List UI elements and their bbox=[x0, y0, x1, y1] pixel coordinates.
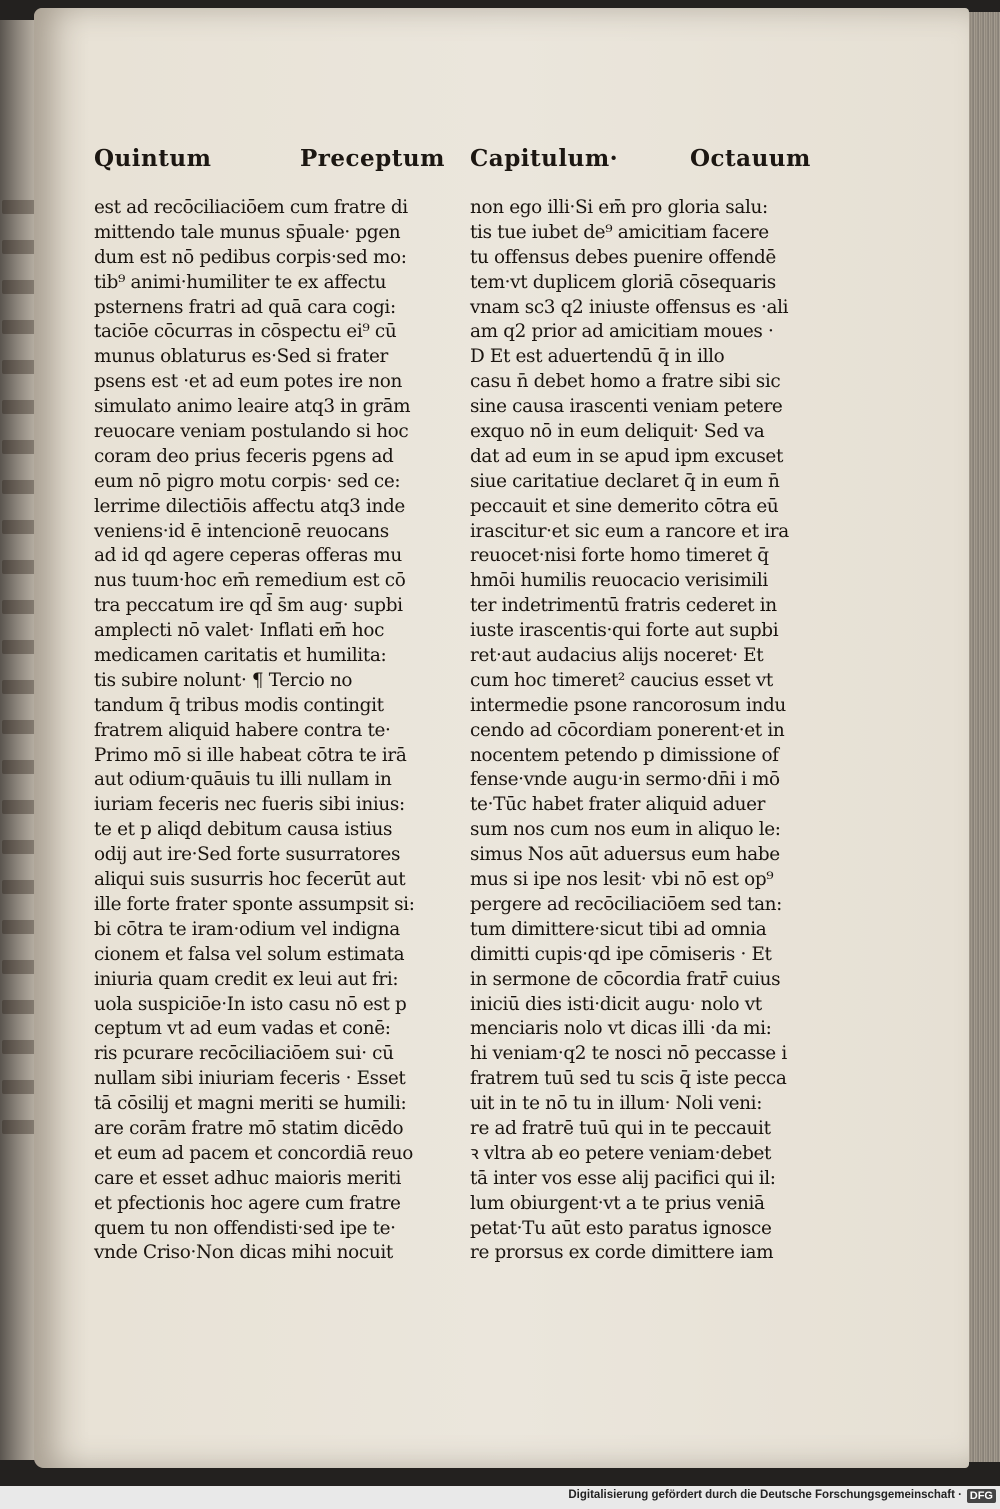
running-head-right-2: Octauum bbox=[690, 145, 811, 172]
text-line: eum nō pigro motu corpis· sed ce: bbox=[94, 470, 401, 492]
text-line: dimitti cupis·qd ipe cōmiseris · Et bbox=[470, 943, 772, 965]
text-column-right bbox=[470, 196, 789, 1266]
text-line: ceptum vt ad eum vadas et conē: bbox=[94, 1018, 391, 1040]
text-line: et pfectionis hoc agere cum fratre bbox=[94, 1192, 401, 1214]
text-line: iniciū dies isti·dicit augu· nolo vt bbox=[470, 993, 762, 1015]
text-line: lerrime dilectiōis affectu atq3 inde bbox=[94, 495, 405, 517]
running-head-left-1: Quintum bbox=[94, 145, 212, 172]
text-line: et eum ad pacem et concordiā reuo bbox=[94, 1142, 413, 1164]
text-line: iuriam feceris nec fueris sibi inius: bbox=[94, 794, 405, 816]
text-line: menciaris nolo vt dicas illi ·da mi: bbox=[470, 1018, 772, 1040]
text-line: fratrem aliquid habere contra te· bbox=[94, 719, 391, 741]
text-line: aliqui suis susurris hoc fecerūt aut bbox=[94, 869, 406, 891]
text-line: reuocet·nisi forte homo timeret q̄ bbox=[470, 545, 769, 567]
text-line: est ad recōciliaciōem cum fratre di bbox=[94, 197, 408, 218]
text-line: taciōe cōcurras in cōspectu ei⁹ cū bbox=[94, 321, 397, 343]
text-line: am q2 prior ad amicitiam moues · bbox=[470, 321, 774, 343]
text-line: tum dimittere·sicut tibi ad omnia bbox=[470, 918, 767, 940]
text-line: irascitur·et sic eum a rancore et ira bbox=[470, 520, 789, 542]
text-line: exquo nō in eum deliquit· Sed va bbox=[470, 421, 765, 443]
text-line: nocentem petendo p dimissione of bbox=[470, 744, 779, 766]
text-line: ille forte frater sponte assumpsit si: bbox=[94, 893, 415, 915]
text-line: psternens fratri ad quā cara cogi: bbox=[94, 296, 396, 318]
text-line: tandum q̄ tribus modis contingit bbox=[94, 694, 384, 716]
text-line: cendo ad cōcordiam ponerent·et in bbox=[470, 719, 785, 741]
dfg-logo: DFG bbox=[967, 1489, 996, 1503]
text-line: pergere ad recōciliaciōem sed tan: bbox=[470, 893, 783, 915]
text-line: simus Nos aūt aduersus eum habe bbox=[470, 844, 780, 866]
text-line: hi veniam·q2 te nosci nō peccasse i bbox=[470, 1043, 787, 1065]
text-line: lum obiurgent·vt a te prius veniā bbox=[470, 1192, 765, 1214]
text-line: re ad fratrē tuū qui in te peccauit bbox=[470, 1117, 771, 1139]
text-line: te·Tūc habet frater aliquid aduer bbox=[470, 794, 766, 816]
text-line: bi cōtra te iram·odium vel indigna bbox=[94, 918, 400, 940]
text-line: ret·aut audacius alijs noceret· Et bbox=[470, 645, 764, 667]
text-line: iniuria quam credit ex leui aut fri: bbox=[94, 968, 399, 990]
text-line: petat·Tu aūt esto paratus ignosce bbox=[470, 1217, 772, 1239]
text-line: fratrem tuū sed tu scis q̄ iste pecca bbox=[470, 1068, 787, 1090]
text-line: vnam sc3 q2 iniuste offensus es ·ali bbox=[470, 296, 789, 318]
running-head-right-1: Capitulum· bbox=[470, 145, 619, 172]
text-line: mittendo tale munus sp̄uale· pgen bbox=[94, 221, 401, 243]
text-line: medicamen caritatis et humilita: bbox=[94, 645, 387, 667]
text-line: sine causa irascenti veniam petere bbox=[470, 396, 783, 418]
text-line: siue caritatiue declaret q̄ in eum n̄ bbox=[470, 470, 780, 492]
text-line: casu n̄ debet homo a fratre sibi sic bbox=[470, 371, 781, 393]
running-head-left-2: Preceptum bbox=[300, 145, 445, 172]
text-line: fense·vnde augu·in sermo·dn̄i i mō bbox=[470, 769, 780, 791]
text-line: tra peccatum ire qd̄ s̄m aug· supbi bbox=[94, 595, 403, 617]
text-line: uit in te nō tu in illum· Noli veni: bbox=[470, 1093, 763, 1115]
text-line: psens est ·et ad eum potes ire non bbox=[94, 371, 403, 393]
text-line: Primo mō si ille habeat cōtra te irā bbox=[94, 744, 407, 766]
text-line: peccauit et sine demerito cōtra eū bbox=[470, 495, 779, 517]
text-line: tu offensus debes puenire offendē bbox=[470, 246, 776, 268]
text-line: dat ad eum in se apud ipm excuset bbox=[470, 445, 784, 467]
text-line: re prorsus ex corde dimittere iam bbox=[470, 1242, 774, 1264]
text-line: te et p aliqd debitum causa istius bbox=[94, 819, 393, 841]
text-line: nus tuum·hoc em̄ remedium est cō bbox=[94, 570, 406, 592]
text-line: simulato animo leaire atq3 in grām bbox=[94, 396, 411, 418]
text-line: tā inter vos esse alij pacifici qui il: bbox=[470, 1167, 776, 1189]
text-line: amplecti nō valet· Inflati em̄ hoc bbox=[94, 620, 385, 642]
text-line: ad id qd agere ceperas offeras mu bbox=[94, 545, 402, 567]
text-line: coram deo prius feceris pgens ad bbox=[94, 445, 394, 467]
funding-credit: Digitalisierung gefördert durch die Deutsche Forschungsgemeinschaft · bbox=[568, 1489, 962, 1501]
text-line: non ego illi·Si em̄ pro gloria salu: bbox=[470, 197, 768, 218]
text-line: hmōi humilis reuocacio verisimili bbox=[470, 570, 768, 592]
text-line: nullam sibi iniuriam feceris · Esset bbox=[94, 1068, 406, 1090]
text-line: iuste irascentis·qui forte aut supbi bbox=[470, 620, 779, 642]
text-line: cionem et falsa vel solum estimata bbox=[94, 943, 405, 965]
text-line: aut odium·quāuis tu illi nullam in bbox=[94, 769, 392, 791]
text-line: mus si ipe nos lesit· vbi nō est op⁹ bbox=[470, 869, 774, 891]
text-line: veniens·id ē intencionē reuocans bbox=[94, 520, 389, 542]
text-line: vnde Criso·Non dicas mihi nocuit bbox=[94, 1242, 393, 1264]
text-line: tem·vt duplicem gloriā cōsequaris bbox=[470, 271, 776, 293]
text-column-left bbox=[94, 196, 415, 1266]
text-line: ter indetrimentū fratris cederet in bbox=[470, 595, 777, 617]
text-line: are corām fratre mō statim dicēdo bbox=[94, 1117, 404, 1139]
text-line: cum hoc timeret² caucius esset vt bbox=[470, 669, 773, 691]
text-line: odij aut ire·Sed forte susurratores bbox=[94, 844, 401, 866]
text-line: munus oblaturus es·Sed si frater bbox=[94, 346, 388, 368]
text-line: dum est nō pedibus corpis·sed mo: bbox=[94, 246, 407, 268]
text-line: ris pcurare recōciliaciōem sui· cū bbox=[94, 1043, 394, 1065]
text-line: uola suspiciōe·In isto casu nō est p bbox=[94, 993, 407, 1015]
text-line: D Et est aduertendū q̄ in illo bbox=[470, 346, 725, 368]
text-line: sum nos cum nos eum in aliquo le: bbox=[470, 819, 781, 841]
text-line: in sermone de cōcordia fratr̄ cuius bbox=[470, 968, 781, 990]
text-line: tib⁹ animi·humiliter te ex affectu bbox=[94, 271, 387, 293]
text-line: tis subire nolunt· ¶ Tercio no bbox=[94, 669, 353, 691]
text-line: intermedie psone rancorosum indu bbox=[470, 694, 786, 716]
text-line: ꝛ vltra ab eo petere veniam·debet bbox=[470, 1142, 772, 1164]
text-line: quem tu non offendisti·sed ipe te· bbox=[94, 1217, 396, 1239]
text-line: tā cōsilij et magni meriti se humili: bbox=[94, 1093, 407, 1115]
text-line: care et esset adhuc maioris meriti bbox=[94, 1167, 402, 1189]
text-line: reuocare veniam postulando si hoc bbox=[94, 421, 409, 443]
text-line: tis tue iubet de⁹ amicitiam facere bbox=[470, 221, 769, 243]
